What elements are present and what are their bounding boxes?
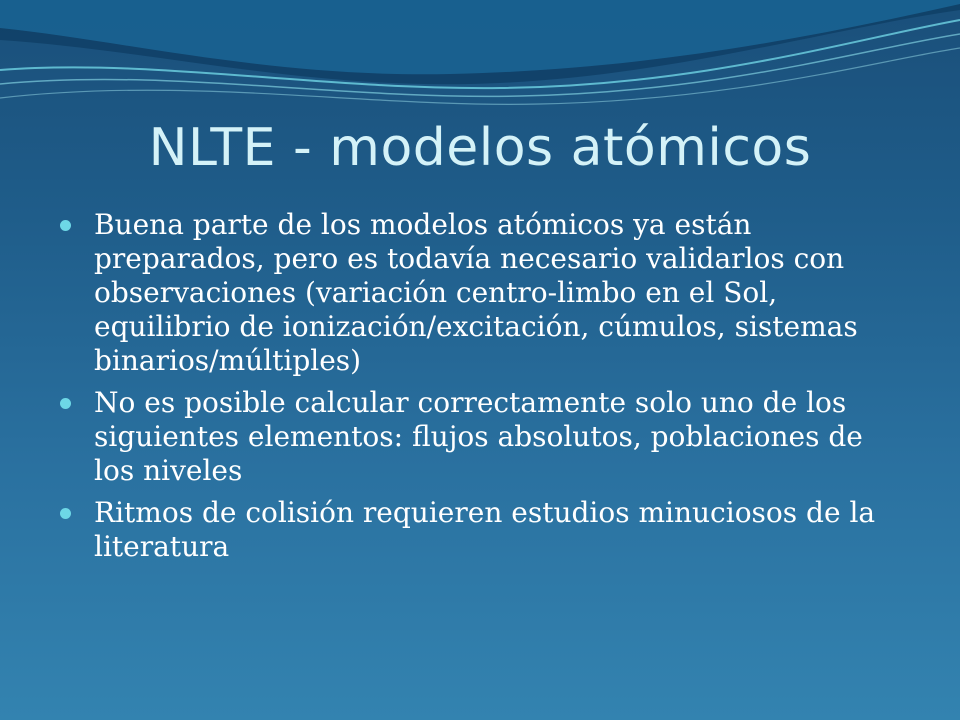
bullet-list: [60, 208, 910, 572]
bullet-marker-icon: [60, 220, 71, 231]
bullet-marker-icon: [60, 398, 71, 409]
bullet-text: Buena parte de los modelos atómicos ya están preparados, pero es todavía necesario validarlos con observaciones (variación centro-limbo en el Sol, equilibrio de ionización/excitación, cúmulos, sistemas binarios/múltiples): [94, 208, 858, 377]
bullet-item: [60, 208, 910, 378]
bullet-item: [60, 496, 910, 564]
bullet-marker-icon: [60, 508, 71, 519]
wave-decoration: [0, 0, 960, 120]
bullet-item: [60, 386, 910, 488]
slide-title: NLTE - modelos atómicos: [148, 118, 812, 178]
bullet-text: Ritmos de colisión requieren estudios minuciosos de la literatura: [94, 496, 876, 563]
bullet-text: No es posible calcular correctamente solo uno de los siguientes elementos: flujos absolutos, poblaciones de los niveles: [94, 386, 863, 487]
